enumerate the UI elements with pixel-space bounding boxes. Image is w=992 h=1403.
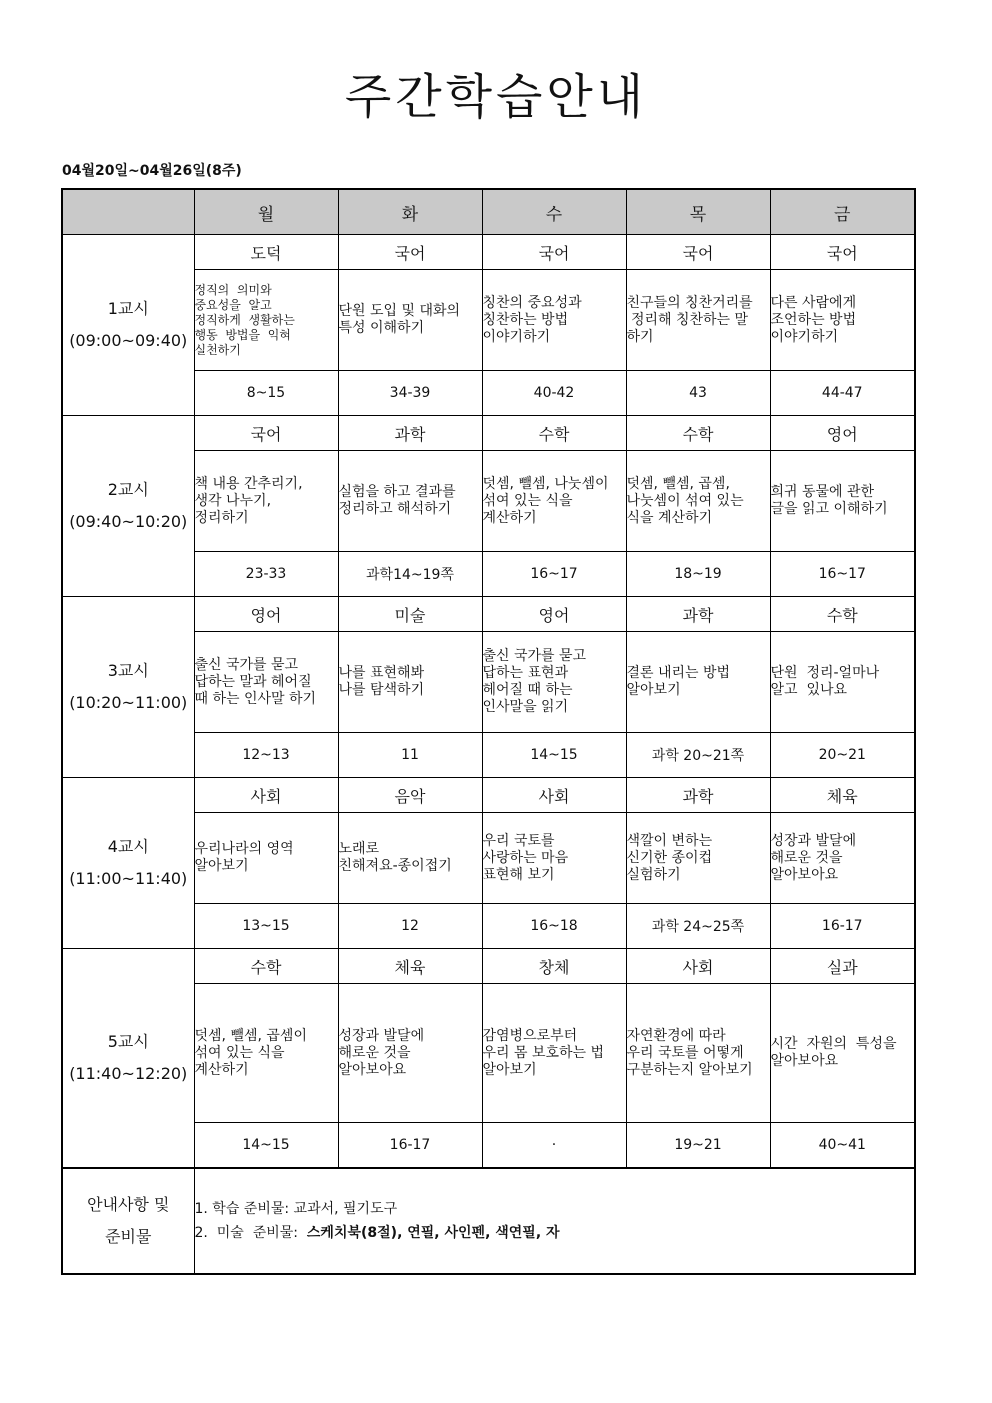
lesson-desc-line: 노래로 — [338, 841, 380, 857]
subject-thu: 국어 — [626, 235, 770, 270]
lesson-desc-line: 표현해 보기 — [482, 866, 555, 883]
period-label: 2교시 — [107, 480, 149, 499]
page-range-thu: 43 — [626, 371, 770, 416]
lesson-desc-line: 생각 나누기, — [194, 492, 272, 509]
subject-wed: 사회 — [482, 778, 626, 813]
page-range-tue: 34-39 — [338, 371, 482, 416]
subject-fri: 실과 — [770, 949, 915, 984]
lesson-desc-wed — [482, 984, 626, 1123]
lesson-desc-mon — [194, 984, 338, 1123]
lesson-desc-line: 답하는 표현과 — [482, 665, 569, 681]
lesson-desc-line: 나를 탐색하기 — [338, 682, 425, 698]
lesson-desc-mon — [194, 270, 338, 371]
subject-wed: 수학 — [482, 416, 626, 451]
lesson-desc-tue — [338, 813, 482, 904]
lesson-desc-line: 칭찬하는 방법 — [482, 311, 569, 328]
lesson-desc-line: 덧셈, 뺄셈, 곱셈이 — [194, 1027, 307, 1044]
subject-fri: 수학 — [770, 597, 915, 632]
subject-thu: 수학 — [626, 416, 770, 451]
subject-mon: 국어 — [194, 416, 338, 451]
lesson-desc-line: 행동 방법을 익혀 — [194, 327, 291, 342]
lesson-desc-line: 덧셈, 뺄셈, 곱셈, — [626, 475, 730, 492]
lesson-desc-line: 정직하게 생활하는 — [194, 312, 295, 327]
subject-tue: 과학 — [338, 416, 482, 451]
subject-mon: 도덕 — [194, 235, 338, 270]
lesson-desc-fri — [770, 632, 915, 733]
lesson-desc-line: 사랑하는 마음 — [482, 849, 569, 866]
subject-tue: 국어 — [338, 235, 482, 270]
lesson-desc-line: 희귀 동물에 관한 — [770, 484, 875, 500]
notice-item-2 — [195, 1221, 915, 1245]
page-range-mon: 8~15 — [194, 371, 338, 416]
subject-tue: 미술 — [338, 597, 482, 632]
lesson-desc-line: 우리 국토를 — [482, 832, 555, 849]
lesson-desc-wed — [482, 270, 626, 371]
period-subject-row — [62, 235, 915, 270]
notice-label-line1: 안내사항 및 — [87, 1195, 170, 1214]
lesson-desc-line: 신기한 종이컵 — [626, 849, 713, 866]
lesson-desc-fri — [770, 451, 915, 552]
page-range-wed: 40-42 — [482, 371, 626, 416]
schedule-table — [61, 188, 916, 1275]
period-subject-row — [62, 778, 915, 813]
day-header-wed: 수 — [482, 189, 626, 235]
lesson-desc-line: 정리하기 — [194, 509, 249, 526]
lesson-desc-fri — [770, 984, 915, 1123]
lesson-desc-line: 시간 자원의 특성을 — [770, 1036, 897, 1052]
notice-item-2-materials: 스케치북(8절), 연필, 사인펜, 색연필, 자 — [306, 1225, 560, 1241]
lesson-desc-line: 구분하는지 알아보기 — [626, 1061, 753, 1078]
period-subject-row — [62, 949, 915, 984]
subject-mon: 사회 — [194, 778, 338, 813]
lesson-desc-line: 알아보기 — [626, 682, 681, 698]
lesson-desc-fri — [770, 270, 915, 371]
lesson-desc-tue — [338, 270, 482, 371]
lesson-desc-line: 알고 있나요 — [770, 682, 848, 698]
lesson-desc-line: 식을 계산하기 — [626, 509, 713, 526]
page-range-fri: 40~41 — [770, 1123, 915, 1169]
page-range-mon: 23-33 — [194, 552, 338, 597]
lesson-desc-line: 다른 사람에게 — [770, 294, 857, 311]
lesson-desc-line: 답하는 말과 헤어질 — [194, 673, 312, 690]
page-range-mon: 14~15 — [194, 1123, 338, 1169]
page-range-fri: 44-47 — [770, 371, 915, 416]
lesson-desc-line: 인사말을 읽기 — [482, 699, 569, 715]
header-corner — [62, 189, 194, 235]
lesson-desc-line: 알아보기 — [194, 858, 249, 874]
lesson-desc-line: 나눗셈이 섞여 있는 — [626, 492, 744, 509]
lesson-desc-mon — [194, 813, 338, 904]
lesson-desc-line: 우리나라의 영역 — [194, 841, 294, 857]
lesson-desc-wed — [482, 813, 626, 904]
lesson-desc-thu — [626, 451, 770, 552]
subject-fri: 체육 — [770, 778, 915, 813]
lesson-desc-line: 칭찬의 중요성과 — [482, 294, 582, 311]
day-header-fri: 금 — [770, 189, 915, 235]
period-time: (09:00~09:40) — [69, 331, 188, 350]
period-time: (10:20~11:00) — [69, 693, 188, 712]
lesson-desc-line: 나를 표현해봐 — [338, 665, 425, 681]
notice-item-1: 1. 학습 준비물: 교과서, 필기도구 — [194, 1201, 398, 1217]
page-range-tue: 과학14~19쪽 — [338, 552, 482, 597]
lesson-desc-line: 섞여 있는 식을 — [194, 1044, 285, 1061]
lesson-desc-line: 정직의 의미와 — [194, 282, 272, 297]
notice-body — [194, 1168, 915, 1274]
week-range: 04월20일~04월26일(8주) — [62, 163, 242, 179]
lesson-desc-line: 단원 도입 및 대화의 — [338, 303, 461, 319]
lesson-desc-line: 해로운 것을 — [338, 1044, 411, 1061]
lesson-desc-line: 글을 읽고 이해하기 — [770, 501, 888, 517]
subject-wed: 영어 — [482, 597, 626, 632]
lesson-desc-line: 정리해 칭찬하는 말 — [626, 311, 749, 328]
page-range-mon: 12~13 — [194, 733, 338, 778]
period-time: (11:00~11:40) — [69, 869, 188, 888]
subject-tue: 체육 — [338, 949, 482, 984]
lesson-desc-line: 중요성을 알고 — [194, 297, 272, 312]
subject-fri: 국어 — [770, 235, 915, 270]
period-time: (11:40~12:20) — [69, 1064, 188, 1083]
lesson-desc-line: 단원 정리-얼마나 — [770, 665, 880, 681]
period-label-cell — [62, 597, 194, 778]
lesson-desc-line: 성장과 발달에 — [338, 1027, 425, 1044]
lesson-desc-wed — [482, 451, 626, 552]
period-time: (09:40~10:20) — [69, 512, 188, 531]
lesson-desc-wed — [482, 632, 626, 733]
lesson-desc-line: 하기 — [626, 328, 654, 345]
subject-wed: 국어 — [482, 235, 626, 270]
day-header-mon: 월 — [194, 189, 338, 235]
day-header-thu: 목 — [626, 189, 770, 235]
notice-item-2-prefix: 2. 미술 준비물: — [194, 1225, 307, 1241]
notice-label — [62, 1168, 194, 1274]
lesson-desc-line: 알아보아요 — [770, 866, 839, 883]
lesson-desc-line: 실천하기 — [194, 342, 241, 357]
page-title: 주간학습안내 — [344, 69, 648, 125]
subject-mon: 수학 — [194, 949, 338, 984]
lesson-desc-line: 성장과 발달에 — [770, 832, 857, 849]
lesson-desc-line: 자연환경에 따라 — [626, 1027, 726, 1044]
page-range-wed: 16~17 — [482, 552, 626, 597]
lesson-desc-line: 우리 국토를 어떻게 — [626, 1044, 744, 1061]
page-range-wed: · — [482, 1123, 626, 1169]
lesson-desc-line: 이야기하기 — [482, 328, 551, 345]
page-range-thu: 과학 20~21쪽 — [626, 733, 770, 778]
lesson-desc-tue — [338, 984, 482, 1123]
page-range-fri: 16~17 — [770, 552, 915, 597]
page-range-fri: 20~21 — [770, 733, 915, 778]
page-range-thu: 18~19 — [626, 552, 770, 597]
lesson-desc-tue — [338, 632, 482, 733]
lesson-desc-line: 결론 내리는 방법 — [626, 665, 731, 681]
lesson-desc-line: 계산하기 — [482, 509, 537, 526]
subject-thu: 과학 — [626, 597, 770, 632]
subject-mon: 영어 — [194, 597, 338, 632]
page-range-wed: 14~15 — [482, 733, 626, 778]
period-label-cell — [62, 235, 194, 416]
period-label-cell — [62, 416, 194, 597]
lesson-desc-line: 섞여 있는 식을 — [482, 492, 573, 509]
lesson-desc-mon — [194, 632, 338, 733]
schedule-body — [62, 235, 915, 1169]
period-label: 5교시 — [107, 1032, 149, 1051]
lesson-desc-line: 감염병으로부터 — [482, 1027, 578, 1044]
subject-wed: 창체 — [482, 949, 626, 984]
lesson-desc-line: 우리 몸 보호하는 법 — [482, 1044, 605, 1061]
lesson-desc-thu — [626, 270, 770, 371]
lesson-desc-line: 특성 이해하기 — [338, 320, 425, 336]
period-label: 1교시 — [107, 299, 149, 318]
subject-fri: 영어 — [770, 416, 915, 451]
page-range-fri: 16-17 — [770, 904, 915, 949]
lesson-desc-line: 친구들의 칭찬거리를 — [626, 294, 753, 311]
notice-label-line2: 준비물 — [105, 1227, 152, 1246]
lesson-desc-line: 출신 국가를 묻고 — [194, 656, 299, 673]
lesson-desc-line: 실험을 하고 결과를 — [338, 484, 456, 500]
lesson-desc-line: 이야기하기 — [770, 328, 839, 345]
page-range-mon: 13~15 — [194, 904, 338, 949]
lesson-desc-line: 덧셈, 뺄셈, 나눗셈이 — [482, 475, 609, 492]
lesson-desc-mon — [194, 451, 338, 552]
period-label: 4교시 — [107, 837, 149, 856]
subject-thu: 과학 — [626, 778, 770, 813]
lesson-desc-line: 알아보아요 — [770, 1053, 839, 1069]
page-range-thu: 19~21 — [626, 1123, 770, 1169]
day-header-tue: 화 — [338, 189, 482, 235]
page-range-tue: 12 — [338, 904, 482, 949]
lesson-desc-line: 실험하기 — [626, 866, 681, 883]
lesson-desc-thu — [626, 813, 770, 904]
lesson-desc-line: 조언하는 방법 — [770, 311, 857, 328]
lesson-desc-line: 알아보아요 — [338, 1061, 407, 1078]
lesson-desc-line: 알아보기 — [482, 1061, 537, 1078]
subject-tue: 음악 — [338, 778, 482, 813]
period-subject-row — [62, 416, 915, 451]
lesson-desc-line: 정리하고 해석하기 — [338, 501, 452, 517]
notice-row — [62, 1168, 915, 1274]
lesson-desc-thu — [626, 984, 770, 1123]
lesson-desc-fri — [770, 813, 915, 904]
period-label-cell — [62, 949, 194, 1169]
lesson-desc-line: 때 하는 인사말 하기 — [194, 690, 317, 707]
subject-thu: 사회 — [626, 949, 770, 984]
page-range-thu: 과학 24~25쪽 — [626, 904, 770, 949]
lesson-desc-line: 계산하기 — [194, 1061, 249, 1078]
lesson-desc-line: 색깔이 변하는 — [626, 832, 713, 849]
header-row — [62, 189, 915, 235]
period-label-cell — [62, 778, 194, 949]
period-label: 3교시 — [107, 661, 149, 680]
lesson-desc-line: 해로운 것을 — [770, 849, 843, 866]
lesson-desc-line: 친해져요-종이접기 — [338, 858, 452, 874]
lesson-desc-line: 헤어질 때 하는 — [482, 682, 573, 698]
page-range-tue: 11 — [338, 733, 482, 778]
lesson-desc-tue — [338, 451, 482, 552]
lesson-desc-thu — [626, 632, 770, 733]
lesson-desc-line: 출신 국가를 묻고 — [482, 648, 587, 664]
page-range-wed: 16~18 — [482, 904, 626, 949]
lesson-desc-line: 책 내용 간추리기, — [194, 475, 303, 492]
page-range-tue: 16-17 — [338, 1123, 482, 1169]
period-subject-row — [62, 597, 915, 632]
